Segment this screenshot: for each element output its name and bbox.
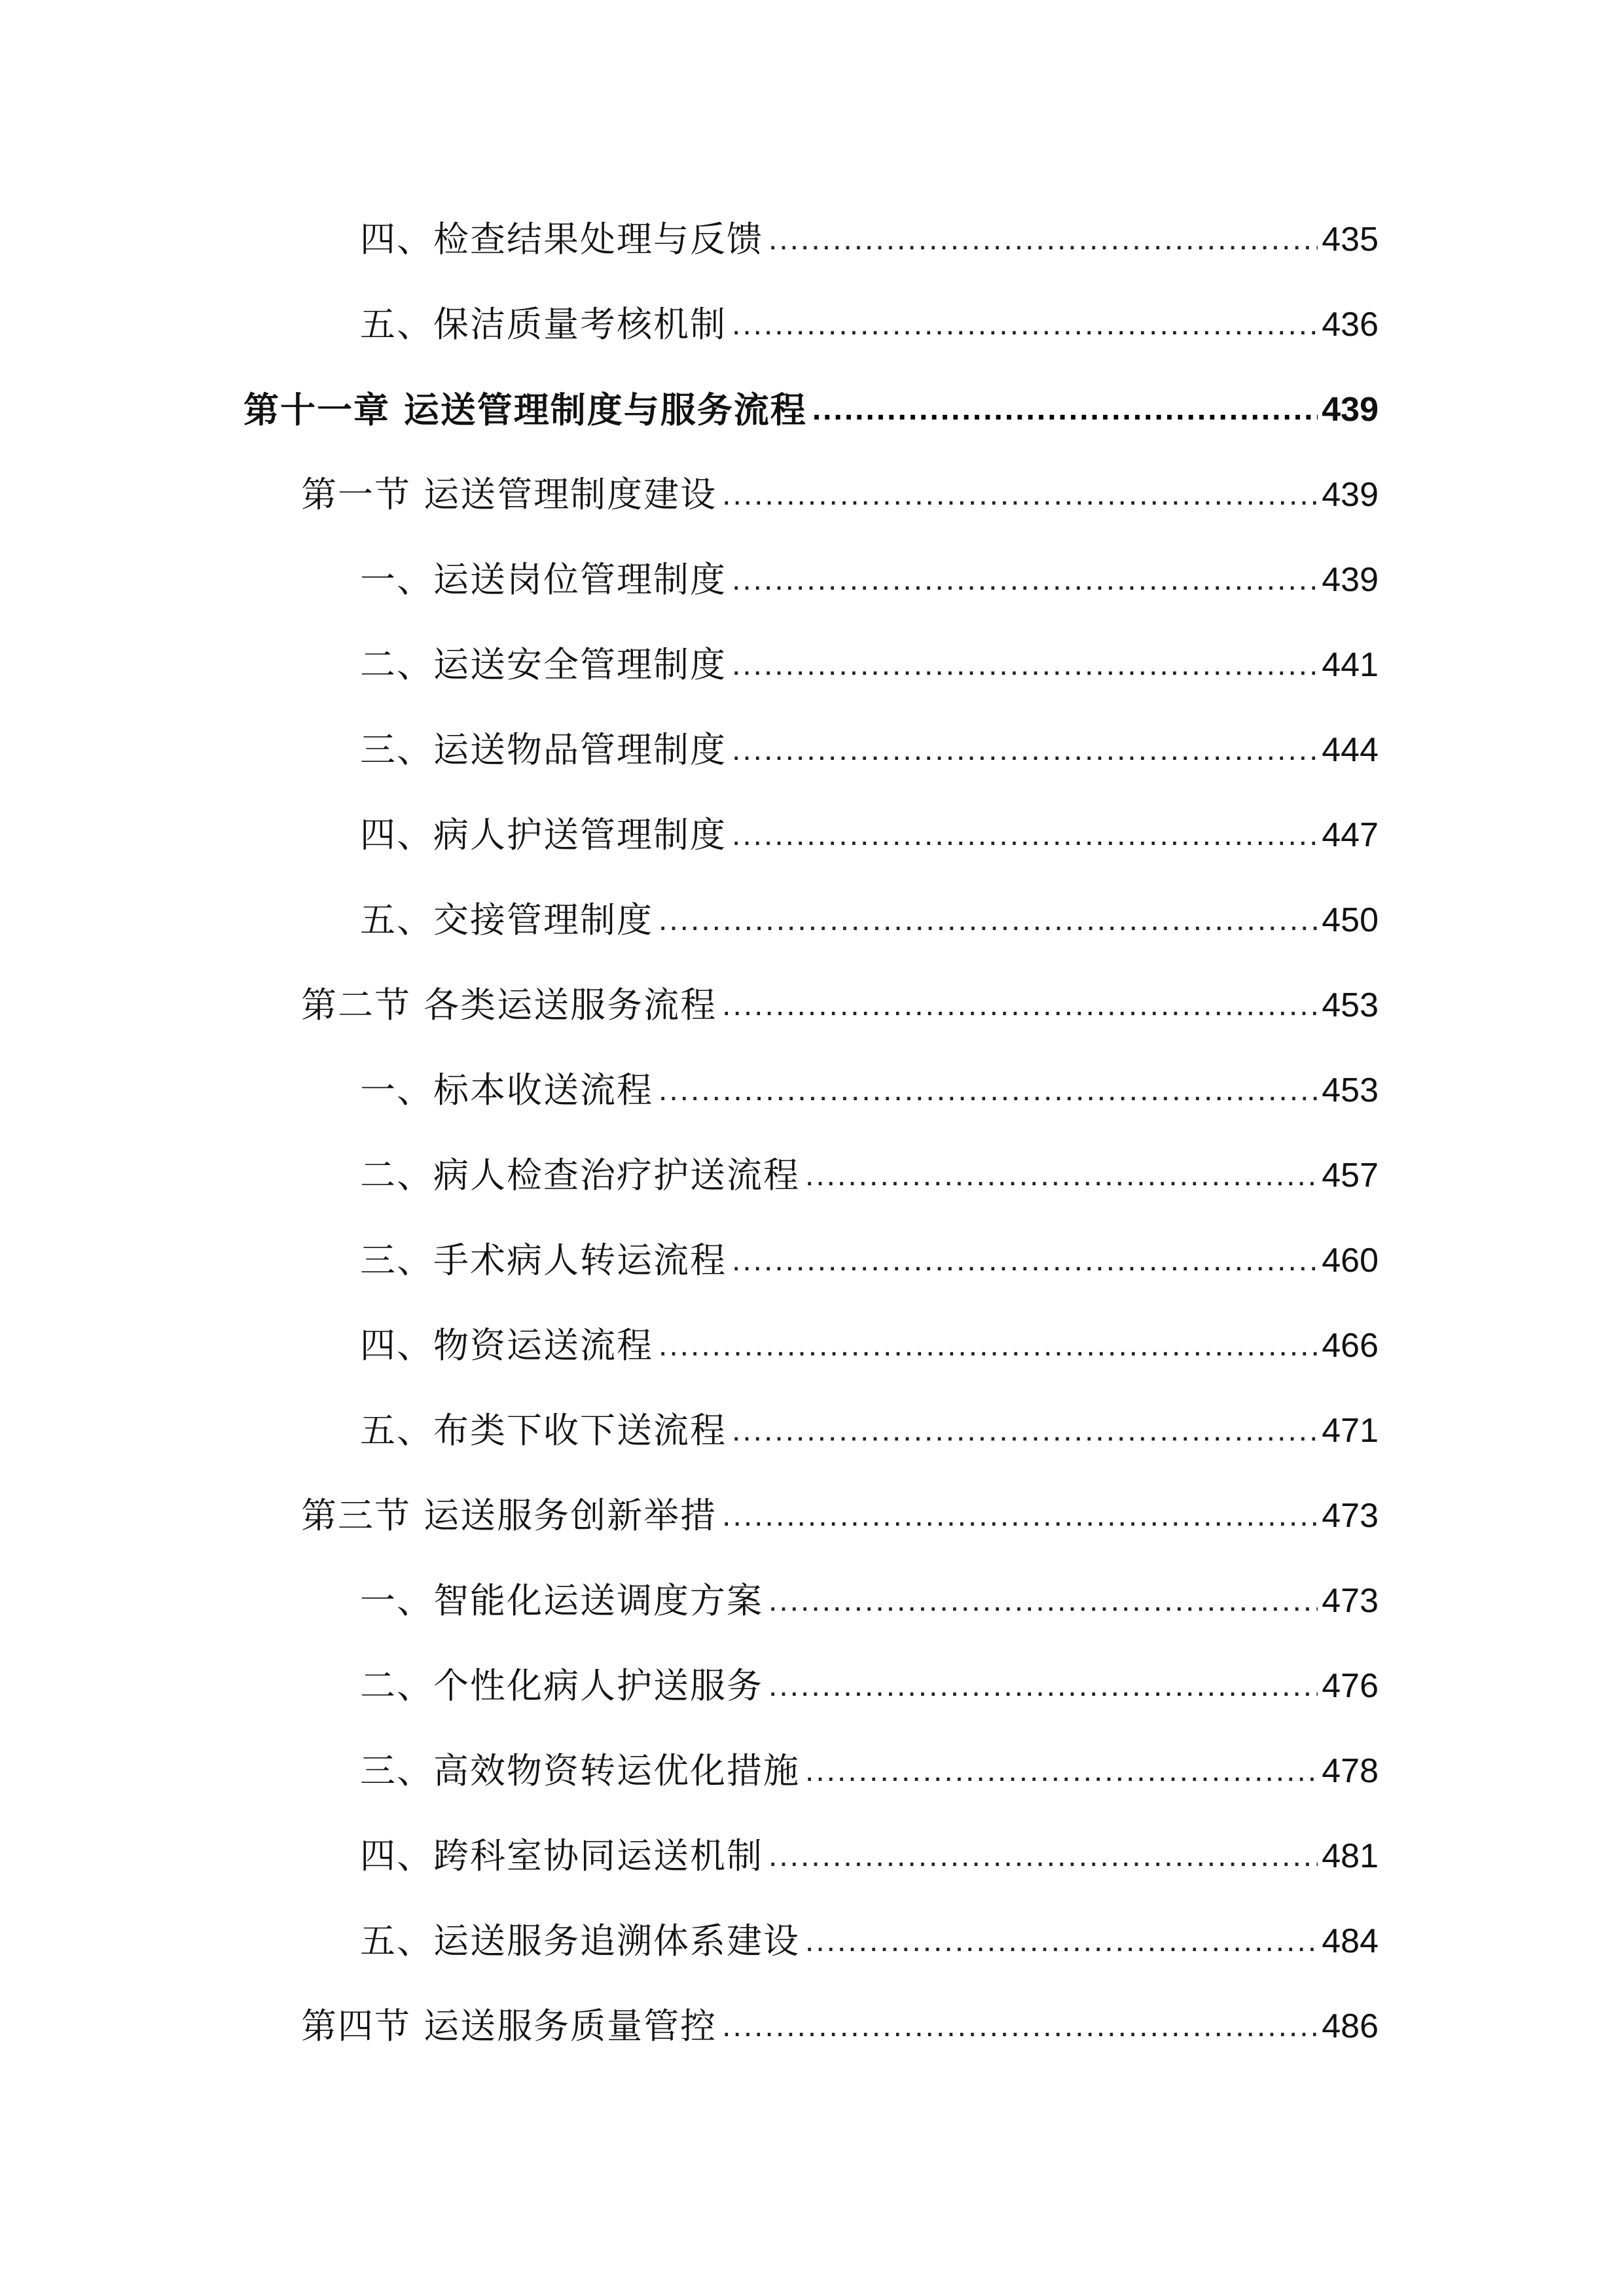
dot-leader [722,979,1318,1031]
dot-leader [805,1745,1318,1797]
dot-leader [768,1660,1318,1712]
toc-entry-page: 471 [1322,1412,1379,1450]
toc-section-entry[interactable] [301,469,1379,521]
toc-entry-page: 473 [1322,1582,1379,1620]
toc-entry[interactable] [360,639,1379,691]
toc-entry-page: 439 [1322,476,1379,514]
toc-entry-title: 五、布类下收下送流程 [360,1410,727,1451]
dot-leader [732,1234,1318,1287]
toc-entry[interactable] [360,1234,1379,1287]
toc-entry-page: 486 [1322,2007,1379,2045]
dot-leader [732,554,1318,606]
toc-entry-title: 三、高效物资转运优化措施 [360,1750,800,1791]
dot-leader [732,809,1318,861]
toc-entry[interactable] [360,554,1379,606]
toc-entry-title: 二、运送安全管理制度 [360,644,727,685]
toc-entry[interactable] [360,724,1379,776]
toc-entry-title: 四、病人护送管理制度 [360,814,727,855]
toc-entry[interactable] [360,1745,1379,1797]
toc-entry-page: 473 [1322,1497,1379,1535]
toc-entry[interactable] [360,1660,1379,1712]
toc-entry[interactable] [360,809,1379,861]
toc-entry[interactable] [360,1405,1379,1457]
toc-entry-title: 二、病人检查治疗护送流程 [360,1155,800,1196]
toc-entry-page: 460 [1322,1242,1379,1280]
toc-entry-title: 第十一章 运送管理制度与服务流程 [244,389,807,431]
toc-entry-page: 453 [1322,1071,1379,1109]
toc-entry-title: 第二节 各类运送服务流程 [301,984,717,1026]
toc-entry-page: 436 [1322,306,1379,344]
toc-entry-page: 439 [1322,561,1379,599]
toc-entry-page: 441 [1322,646,1379,684]
toc-entry-title: 第一节 运送管理制度建设 [301,474,717,515]
toc-entry-title: 五、保洁质量考核机制 [360,304,727,345]
toc-entry-page: 453 [1322,986,1379,1024]
toc-entry-page: 439 [1322,391,1379,429]
dot-leader [812,384,1318,436]
toc-entry-page: 466 [1322,1327,1379,1365]
dot-leader [768,1575,1318,1627]
toc-entry-page: 457 [1322,1157,1379,1194]
dot-leader [722,469,1318,521]
dot-leader [659,1319,1318,1372]
toc-entry-title: 第四节 运送服务质量管控 [301,2005,717,2047]
toc-entry[interactable] [360,1915,1379,1967]
toc-entry-title: 三、手术病人转运流程 [360,1240,727,1281]
dot-leader [732,1405,1318,1457]
toc-entry-page: 476 [1322,1667,1379,1705]
toc-section-entry[interactable] [301,1490,1379,1542]
toc-entry-title: 五、交接管理制度 [360,899,653,941]
toc-entry[interactable] [360,1575,1379,1627]
toc-entry[interactable] [360,1149,1379,1202]
toc-entry[interactable] [360,1064,1379,1117]
toc-entry-page: 481 [1322,1837,1379,1875]
toc-section-entry[interactable] [301,979,1379,1031]
toc-entry[interactable] [360,1319,1379,1372]
toc-entry-page: 484 [1322,1922,1379,1960]
dot-leader [659,894,1318,946]
toc-entry-page: 435 [1322,221,1379,259]
toc-entry-title: 一、标本收送流程 [360,1069,653,1111]
dot-leader [732,639,1318,691]
dot-leader [805,1149,1318,1202]
toc-chapter-entry[interactable] [244,384,1379,436]
toc-entry-page: 450 [1322,901,1379,939]
toc-entry[interactable] [360,213,1379,266]
toc-entry-title: 二、个性化病人护送服务 [360,1665,763,1706]
toc-entry[interactable] [360,298,1379,351]
dot-leader [732,724,1318,776]
dot-leader [768,1830,1318,1882]
toc-entry-page: 444 [1322,731,1379,769]
dot-leader [722,1490,1318,1542]
toc-entry-title: 三、运送物品管理制度 [360,729,727,770]
dot-leader [805,1915,1318,1967]
toc-entry-title: 五、运送服务追溯体系建设 [360,1920,800,1962]
toc-entry-title: 一、运送岗位管理制度 [360,559,727,600]
toc-entry-title: 一、智能化运送调度方案 [360,1580,763,1621]
toc-entry-title: 四、跨科室协同运送机制 [360,1835,763,1876]
dot-leader [722,2000,1318,2053]
dot-leader [732,298,1318,351]
toc-entry-page: 447 [1322,816,1379,854]
dot-leader [659,1064,1318,1117]
toc-entry[interactable] [360,894,1379,946]
toc-entry-title: 四、检查结果处理与反馈 [360,219,763,260]
toc-section-entry[interactable] [301,2000,1379,2053]
dot-leader [768,213,1318,266]
toc-entry-title: 第三节 运送服务创新举措 [301,1495,717,1536]
toc-entry-page: 478 [1322,1752,1379,1790]
toc-entry-title: 四、物资运送流程 [360,1325,653,1366]
toc-entry[interactable] [360,1830,1379,1882]
